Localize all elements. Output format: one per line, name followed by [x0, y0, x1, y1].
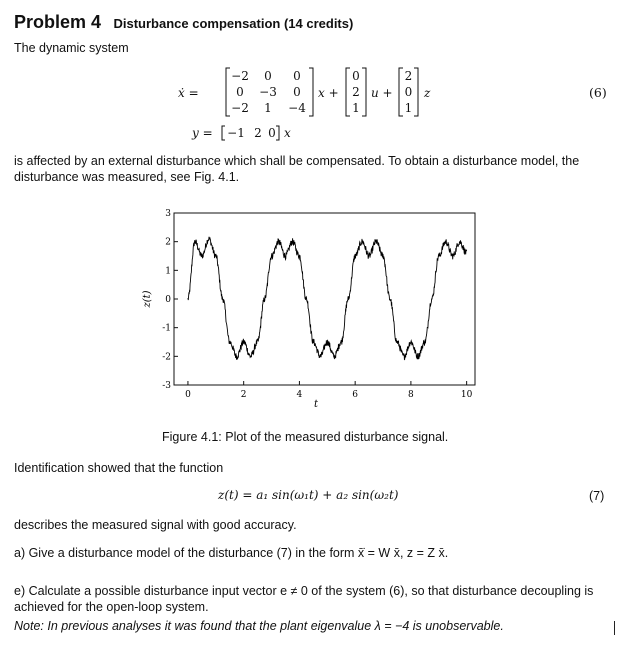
vector-b-right-bracket: [362, 68, 366, 116]
y-tick-label: 2: [165, 237, 171, 248]
vector-e-cell: 0: [404, 85, 413, 99]
vector-b: [352, 69, 360, 115]
vector-e-right-bracket: [414, 68, 418, 116]
output-eq-x: x: [284, 126, 291, 140]
x-tick-label: 2: [240, 390, 247, 400]
disturbance-chart: [130, 200, 480, 420]
matrix-a-cell: 0: [293, 85, 301, 99]
vector-c-cell: 0: [268, 126, 276, 140]
matrix-a-cell: 0: [264, 69, 272, 83]
matrix-a-cell: −2: [231, 69, 249, 83]
accuracy-text: describes the measured signal with good accuracy.: [14, 518, 297, 532]
vector-c-cell: −1: [227, 126, 245, 140]
vector-b-left-bracket: [346, 68, 350, 116]
output-eq-lhs: y =: [192, 126, 213, 140]
matrix-a-cell: 1: [264, 101, 272, 115]
state-eq-z: z: [424, 86, 431, 100]
x-tick-label: 6: [352, 390, 359, 400]
note-text: Note: In previous analyses it was found that the plant eigenvalue λ = −4 is unobservable.: [14, 619, 504, 633]
matrix-a-cell: 0: [293, 69, 301, 83]
vector-e-cell: 1: [404, 101, 413, 115]
vector-c-left-bracket: [222, 126, 225, 140]
equation-number-6: (6): [589, 85, 607, 100]
x-tick-label: 0: [185, 390, 191, 400]
matrix-a-right-bracket: [309, 68, 313, 116]
model-equation: z(t) = a₁ sin(ω₁t) + a₂ sin(ω₂t): [218, 488, 399, 502]
matrix-a-cell: −2: [231, 101, 249, 115]
vector-c-right-bracket: [276, 126, 279, 140]
y-tick-label: 3: [165, 209, 171, 219]
matrix-a-cell: 0: [236, 85, 244, 99]
y-tick-label: -1: [162, 323, 171, 334]
state-eq-x-plus: x +: [318, 86, 339, 100]
problem-heading: [14, 12, 353, 33]
vector-e-cell: 2: [404, 69, 413, 83]
vector-e-left-bracket: [399, 68, 403, 116]
matrix-a-left-bracket: [226, 68, 230, 116]
y-tick-label: 1: [165, 266, 171, 277]
x-tick-label: 10: [460, 390, 473, 400]
equation-number-7: (7): [589, 489, 605, 503]
x-tick-label: 4: [296, 390, 303, 400]
y-axis-label: z(t): [142, 290, 153, 308]
figure-caption: Figure 4.1: Plot of the measured disturbance signal.: [162, 430, 449, 444]
text-cursor: [614, 621, 615, 635]
paragraph-disturbance: is affected by an external disturbance which shall be compensated. To obtain a disturbance model, the disturbance was measured, see Fig. 4.1.: [14, 154, 580, 184]
matrix-a-cell: −4: [288, 101, 306, 115]
intro-text: The dynamic system: [14, 41, 129, 55]
identification-text: Identification showed that the function: [14, 461, 224, 475]
x-tick-label: 8: [408, 390, 414, 400]
vector-c-cell: 2: [254, 126, 262, 140]
question-e: e) Calculate a possible disturbance input vector e ≠ 0 of the system (6), so that disturbance decoupling is achieved for the open-loop system.: [14, 584, 594, 614]
x-axis-label: t: [313, 399, 319, 410]
vector-b-cell: 1: [352, 101, 360, 115]
state-eq-lhs: ẋ =: [178, 86, 199, 100]
disturbance-signal-line: [188, 237, 467, 360]
vector-b-cell: 2: [352, 85, 360, 99]
state-eq-u-plus: u +: [371, 86, 393, 100]
vector-b-cell: 0: [352, 69, 360, 83]
vector-c: [227, 126, 276, 140]
question-a: a) Give a disturbance model of the disturbance (7) in the form x̄̇ = W x̄, z = Z x̄.: [14, 546, 449, 560]
problem-label: Problem 4: [14, 12, 102, 32]
problem-title: Disturbance compensation (14 credits): [113, 16, 354, 31]
y-tick-label: 0: [165, 295, 171, 305]
vector-e: [405, 69, 413, 115]
matrix-a-cell: −3: [259, 85, 277, 99]
y-tick-label: -2: [162, 352, 171, 363]
y-tick-label: -3: [162, 381, 171, 391]
plot-frame: [174, 213, 475, 385]
matrix-a: [231, 69, 306, 115]
